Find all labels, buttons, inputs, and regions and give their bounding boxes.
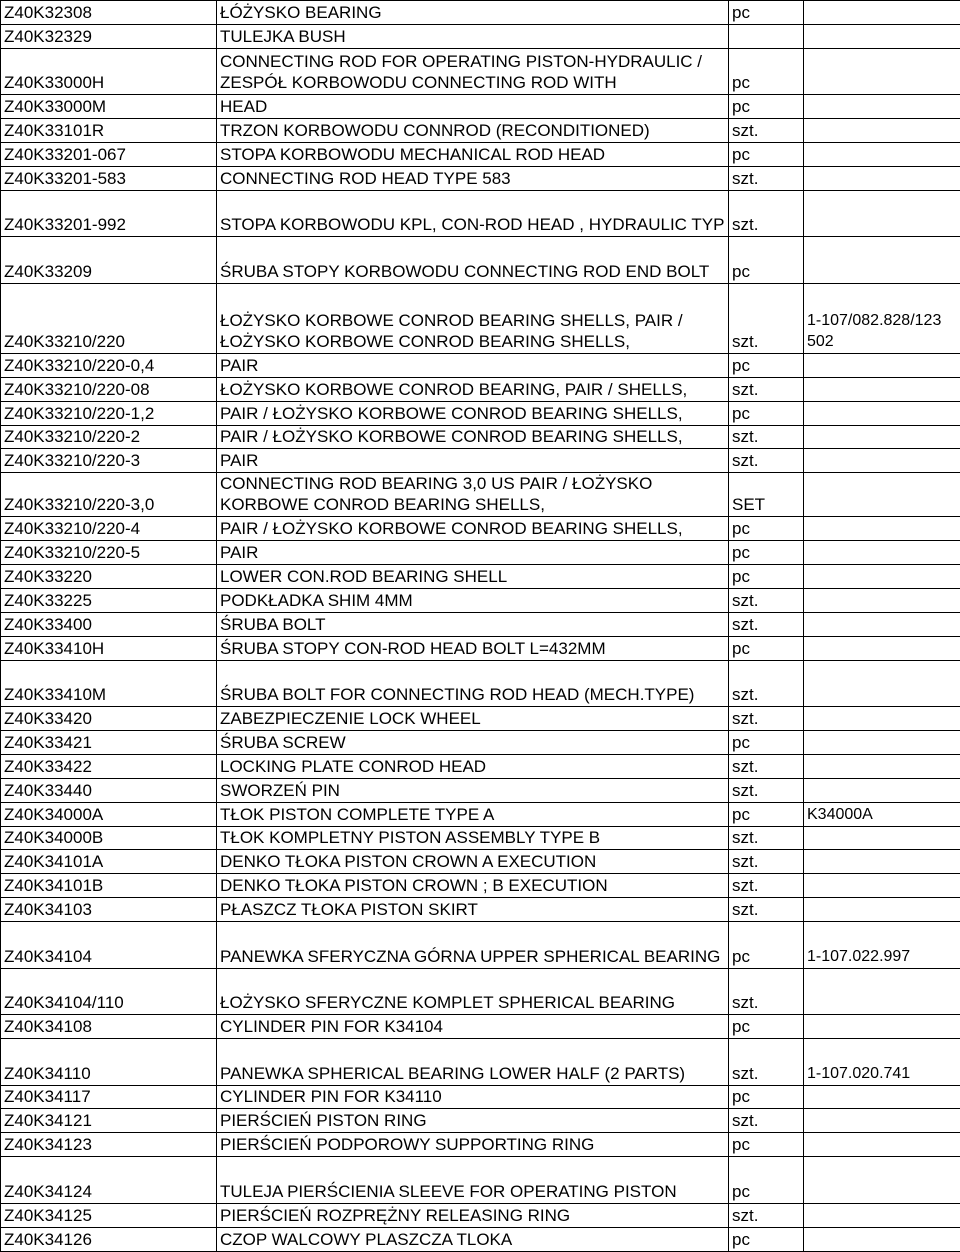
description-cell: TULEJA PIERŚCIENIA SLEEVE FOR OPERATING PISTON — [217, 1157, 729, 1204]
description-cell: ŚRUBA BOLT FOR CONNECTING ROD HEAD (MECH.TYPE) — [217, 660, 729, 707]
part-code-cell: Z40K34124 — [1, 1157, 217, 1204]
table-row — [1, 1133, 960, 1157]
part-code-cell: Z40K34121 — [1, 1109, 217, 1133]
part-code-cell: Z40K34103 — [1, 898, 217, 922]
reference-cell — [804, 473, 960, 517]
unit-cell: szt. — [729, 968, 804, 1015]
table-row — [1, 1085, 960, 1109]
description-cell: ŁOŻYSKO KORBOWE CONROD BEARING, PAIR / SHELLS, — [217, 377, 729, 401]
description-cell: STOPA KORBOWODU MECHANICAL ROD HEAD — [217, 143, 729, 167]
description-cell: DENKO TŁOKA PISTON CROWN A EXECUTION — [217, 850, 729, 874]
unit-cell: szt. — [729, 425, 804, 449]
unit-cell: szt. — [729, 166, 804, 190]
unit-cell: szt. — [729, 1109, 804, 1133]
description-cell: PAIR / ŁOŻYSKO KORBOWE CONROD BEARING SHELLS, — [217, 517, 729, 541]
unit-cell: pc — [729, 95, 804, 119]
reference-cell — [804, 377, 960, 401]
description-cell: PAIR — [217, 449, 729, 473]
part-code-cell: Z40K33210/220-2 — [1, 425, 217, 449]
reference-cell — [804, 449, 960, 473]
table-row — [1, 119, 960, 143]
description-cell: PANEWKA SFERYCZNA GÓRNA UPPER SPHERICAL BEARING — [217, 922, 729, 969]
unit-cell: szt. — [729, 754, 804, 778]
unit-cell: szt. — [729, 1203, 804, 1227]
part-code-cell: Z40K33000M — [1, 95, 217, 119]
unit-cell: szt. — [729, 449, 804, 473]
part-code-cell: Z40K33210/220-4 — [1, 517, 217, 541]
reference-cell — [804, 1227, 960, 1251]
description-cell: LOCKING PLATE CONROD HEAD — [217, 754, 729, 778]
unit-cell: pc — [729, 636, 804, 660]
table-row — [1, 802, 960, 826]
part-code-cell: Z40K34125 — [1, 1203, 217, 1227]
part-code-cell: Z40K33000H — [1, 48, 217, 95]
part-code-cell: Z40K34101B — [1, 874, 217, 898]
reference-cell — [804, 898, 960, 922]
table-row — [1, 565, 960, 589]
unit-cell: pc — [729, 353, 804, 377]
table-row — [1, 1109, 960, 1133]
unit-cell: pc — [729, 517, 804, 541]
table-row — [1, 922, 960, 969]
table-row — [1, 1039, 960, 1086]
table-row — [1, 874, 960, 898]
unit-cell: pc — [729, 802, 804, 826]
table-row — [1, 237, 960, 284]
unit-cell: SET — [729, 473, 804, 517]
reference-cell — [804, 237, 960, 284]
unit-cell: pc — [729, 48, 804, 95]
reference-cell — [804, 588, 960, 612]
reference-cell — [804, 48, 960, 95]
table-row — [1, 425, 960, 449]
reference-cell — [804, 119, 960, 143]
reference-cell — [804, 1109, 960, 1133]
unit-cell: szt. — [729, 190, 804, 237]
part-code-cell: Z40K34104 — [1, 922, 217, 969]
description-cell: ŚRUBA SCREW — [217, 731, 729, 755]
table-row — [1, 401, 960, 425]
description-cell: PAIR / ŁOŻYSKO KORBOWE CONROD BEARING SHELLS, — [217, 401, 729, 425]
part-code-cell: Z40K34110 — [1, 1039, 217, 1086]
reference-cell: 1-107.020.741 — [804, 1039, 960, 1086]
unit-cell: szt. — [729, 377, 804, 401]
unit-cell: pc — [729, 1085, 804, 1109]
part-code-cell: Z40K33410M — [1, 660, 217, 707]
part-code-cell: Z40K33422 — [1, 754, 217, 778]
description-cell: LOWER CON.ROD BEARING SHELL — [217, 565, 729, 589]
description-cell: TULEJKA BUSH — [217, 24, 729, 48]
unit-cell: pc — [729, 401, 804, 425]
part-code-cell: Z40K33210/220 — [1, 283, 217, 353]
part-code-cell: Z40K34126 — [1, 1227, 217, 1251]
description-cell: DENKO TŁOKA PISTON CROWN ; B EXECUTION — [217, 874, 729, 898]
table-row — [1, 541, 960, 565]
part-code-cell: Z40K33201-583 — [1, 166, 217, 190]
table-row — [1, 353, 960, 377]
part-code-cell: Z40K33400 — [1, 612, 217, 636]
unit-cell: pc — [729, 1227, 804, 1251]
unit-cell: szt. — [729, 283, 804, 353]
table-row — [1, 24, 960, 48]
part-code-cell: Z40K33210/220-5 — [1, 541, 217, 565]
description-cell: ŁOŻYSKO KORBOWE CONROD BEARING SHELLS, PAIR / ŁOŻYSKO KORBOWE CONROD BEARING SHELLS, — [217, 283, 729, 353]
description-cell: PAIR — [217, 541, 729, 565]
reference-cell: 1-107.022.997 — [804, 922, 960, 969]
part-code-cell: Z40K32329 — [1, 24, 217, 48]
description-cell: PIERŚCIEŃ PODPOROWY SUPPORTING RING — [217, 1133, 729, 1157]
reference-cell — [804, 1085, 960, 1109]
unit-cell: szt. — [729, 850, 804, 874]
description-cell: SWORZEŃ PIN — [217, 778, 729, 802]
description-cell: ŚRUBA BOLT — [217, 612, 729, 636]
table-row — [1, 473, 960, 517]
reference-cell: K34000A — [804, 802, 960, 826]
reference-cell — [804, 874, 960, 898]
description-cell: PIERŚCIEŃ ROZPRĘŻNY RELEASING RING — [217, 1203, 729, 1227]
reference-cell — [804, 425, 960, 449]
unit-cell: szt. — [729, 588, 804, 612]
table-row — [1, 636, 960, 660]
reference-cell — [804, 190, 960, 237]
description-cell: PIERŚCIEŃ PISTON RING — [217, 1109, 729, 1133]
reference-cell — [804, 968, 960, 1015]
description-cell: ŚRUBA STOPY CON-ROD HEAD BOLT L=432MM — [217, 636, 729, 660]
part-code-cell: Z40K33220 — [1, 565, 217, 589]
part-code-cell: Z40K34101A — [1, 850, 217, 874]
reference-cell — [804, 850, 960, 874]
table-row — [1, 1015, 960, 1039]
table-row — [1, 48, 960, 95]
reference-cell — [804, 1157, 960, 1204]
unit-cell: szt. — [729, 1039, 804, 1086]
description-cell: CYLINDER PIN FOR K34110 — [217, 1085, 729, 1109]
part-code-cell: Z40K33420 — [1, 707, 217, 731]
unit-cell — [729, 24, 804, 48]
table-row — [1, 143, 960, 167]
table-row — [1, 754, 960, 778]
unit-cell: szt. — [729, 119, 804, 143]
table-row — [1, 826, 960, 850]
reference-cell — [804, 707, 960, 731]
table-row — [1, 166, 960, 190]
reference-cell — [804, 166, 960, 190]
reference-cell — [804, 541, 960, 565]
table-row — [1, 1157, 960, 1204]
parts-table-body — [1, 1, 960, 1252]
description-cell: PAIR — [217, 353, 729, 377]
unit-cell: szt. — [729, 826, 804, 850]
reference-cell — [804, 1203, 960, 1227]
reference-cell — [804, 565, 960, 589]
unit-cell: szt. — [729, 874, 804, 898]
description-cell: CONNECTING ROD FOR OPERATING PISTON-HYDRAULIC / ZESPÓŁ KORBOWODU CONNECTING ROD WITH — [217, 48, 729, 95]
reference-cell — [804, 1133, 960, 1157]
part-code-cell: Z40K33210/220-3,0 — [1, 473, 217, 517]
part-code-cell: Z40K34108 — [1, 1015, 217, 1039]
reference-cell — [804, 1015, 960, 1039]
part-code-cell: Z40K33210/220-08 — [1, 377, 217, 401]
table-row — [1, 612, 960, 636]
reference-cell — [804, 826, 960, 850]
part-code-cell: Z40K32308 — [1, 1, 217, 25]
part-code-cell: Z40K33210/220-3 — [1, 449, 217, 473]
unit-cell: szt. — [729, 660, 804, 707]
description-cell: TŁOK PISTON COMPLETE TYPE A — [217, 802, 729, 826]
reference-cell: 1-107/082.828/123 502 — [804, 283, 960, 353]
description-cell: TRZON KORBOWODU CONNROD (RECONDITIONED) — [217, 119, 729, 143]
unit-cell: pc — [729, 1, 804, 25]
table-row — [1, 449, 960, 473]
reference-cell — [804, 143, 960, 167]
part-code-cell: Z40K33101R — [1, 119, 217, 143]
table-row — [1, 968, 960, 1015]
unit-cell: szt. — [729, 612, 804, 636]
description-cell: ŁÓŻYSKO BEARING — [217, 1, 729, 25]
part-code-cell: Z40K33421 — [1, 731, 217, 755]
table-row — [1, 1, 960, 25]
part-code-cell: Z40K33210/220-1,2 — [1, 401, 217, 425]
table-row — [1, 898, 960, 922]
reference-cell — [804, 401, 960, 425]
part-code-cell: Z40K34000A — [1, 802, 217, 826]
part-code-cell: Z40K34104/110 — [1, 968, 217, 1015]
unit-cell: pc — [729, 922, 804, 969]
unit-cell: pc — [729, 541, 804, 565]
reference-cell — [804, 660, 960, 707]
reference-cell — [804, 517, 960, 541]
table-row — [1, 190, 960, 237]
description-cell: PANEWKA SPHERICAL BEARING LOWER HALF (2 PARTS) — [217, 1039, 729, 1086]
description-cell: ZABEZPIECZENIE LOCK WHEEL — [217, 707, 729, 731]
table-row — [1, 1227, 960, 1251]
part-code-cell: Z40K33440 — [1, 778, 217, 802]
part-code-cell: Z40K33201-067 — [1, 143, 217, 167]
reference-cell — [804, 353, 960, 377]
table-row — [1, 850, 960, 874]
table-row — [1, 1203, 960, 1227]
reference-cell — [804, 95, 960, 119]
unit-cell: szt. — [729, 898, 804, 922]
part-code-cell: Z40K33410H — [1, 636, 217, 660]
part-code-cell: Z40K33225 — [1, 588, 217, 612]
table-row — [1, 588, 960, 612]
part-code-cell: Z40K33209 — [1, 237, 217, 284]
description-cell: ŚRUBA STOPY KORBOWODU CONNECTING ROD END BOLT — [217, 237, 729, 284]
description-cell: ŁOŻYSKO SFERYCZNE KOMPLET SPHERICAL BEARING — [217, 968, 729, 1015]
unit-cell: szt. — [729, 778, 804, 802]
table-row — [1, 283, 960, 353]
unit-cell: pc — [729, 143, 804, 167]
description-cell: PAIR / ŁOŻYSKO KORBOWE CONROD BEARING SHELLS, — [217, 425, 729, 449]
description-cell: PŁASZCZ TŁOKA PISTON SKIRT — [217, 898, 729, 922]
description-cell: CYLINDER PIN FOR K34104 — [217, 1015, 729, 1039]
description-cell: PODKŁADKA SHIM 4MM — [217, 588, 729, 612]
reference-cell — [804, 754, 960, 778]
table-row — [1, 778, 960, 802]
description-cell: CZOP WALCOWY PLASZCZA TLOKA — [217, 1227, 729, 1251]
description-cell: CONNECTING ROD BEARING 3,0 US PAIR / ŁOŻYSKO KORBOWE CONROD BEARING SHELLS, — [217, 473, 729, 517]
reference-cell — [804, 1, 960, 25]
unit-cell: pc — [729, 237, 804, 284]
reference-cell — [804, 612, 960, 636]
description-cell: CONNECTING ROD HEAD TYPE 583 — [217, 166, 729, 190]
unit-cell: pc — [729, 1015, 804, 1039]
unit-cell: pc — [729, 1157, 804, 1204]
table-row — [1, 707, 960, 731]
part-code-cell: Z40K33201-992 — [1, 190, 217, 237]
unit-cell: szt. — [729, 707, 804, 731]
table-row — [1, 731, 960, 755]
unit-cell: pc — [729, 731, 804, 755]
reference-cell — [804, 636, 960, 660]
part-code-cell: Z40K33210/220-0,4 — [1, 353, 217, 377]
table-row — [1, 377, 960, 401]
description-cell: TŁOK KOMPLETNY PISTON ASSEMBLY TYPE B — [217, 826, 729, 850]
reference-cell — [804, 731, 960, 755]
unit-cell: pc — [729, 1133, 804, 1157]
table-row — [1, 660, 960, 707]
table-row — [1, 517, 960, 541]
description-cell: HEAD — [217, 95, 729, 119]
reference-cell — [804, 778, 960, 802]
description-cell: STOPA KORBOWODU KPL, CON-ROD HEAD , HYDRAULIC TYP — [217, 190, 729, 237]
part-code-cell: Z40K34123 — [1, 1133, 217, 1157]
part-code-cell: Z40K34117 — [1, 1085, 217, 1109]
part-code-cell: Z40K34000B — [1, 826, 217, 850]
reference-cell — [804, 24, 960, 48]
table-row — [1, 95, 960, 119]
unit-cell: pc — [729, 565, 804, 589]
